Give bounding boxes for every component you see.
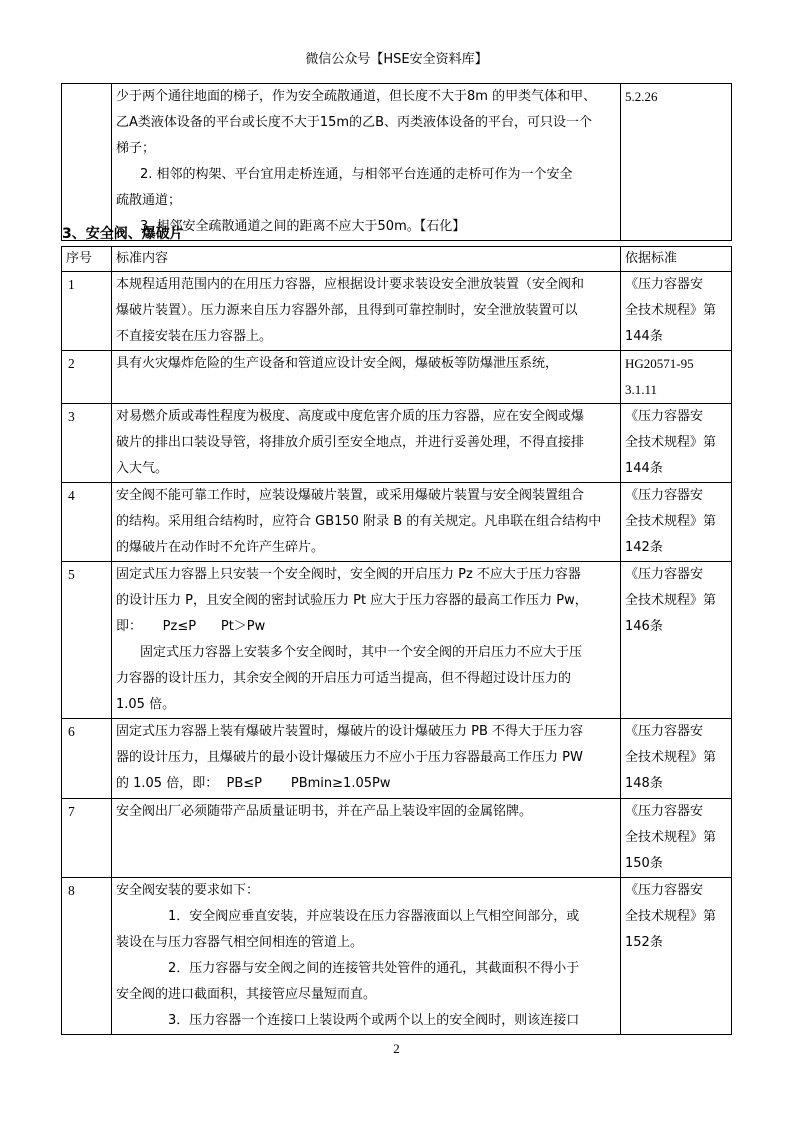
standard-line: 150条 [625,856,663,871]
content-line: 梯子； [116,141,156,156]
content-cell [112,799,621,878]
standard-line: 144条 [625,461,663,476]
row-number: 2 [62,351,112,404]
content-line: 的设计压力 P，且安全阀的密封试验压力 Pt 应大于压力容器的最高工作压力 Pw， [116,593,588,608]
standard-line: 全技术规程》第 [625,593,717,608]
content-line: 1．安全阀应垂直安装，并应装设在压力容器液面以上气相空间部分，或 [168,909,580,924]
standard-line: 5.2.26 [625,89,658,104]
standard-cell [621,719,732,799]
content-line: 安全阀出厂必须随带产品质量证明书，并在产品上装设牢固的金属铭牌。 [116,804,533,819]
content-line: 3．压力容器一个连接口上装设两个或两个以上的安全阀时，则该连接口 [168,1013,580,1028]
content-line: 2．压力容器与安全阀之间的连接管共处管件的通孔，其截面积不得小于 [168,961,580,976]
standard-line: HG20571-95 [625,356,694,371]
row-number: 6 [62,719,112,799]
standard-line: 146条 [625,619,663,634]
content-line: 不直接安装在压力容器上。 [116,329,273,344]
standard-line: 全技术规程》第 [625,303,717,318]
content-line: 乙A类液体设备的平台或长度不大于15m的乙B、丙类液体设备的平台，可只设一个 [116,115,593,130]
content-line: 安全阀不能可靠工作时，应装设爆破片装置，或采用爆破片装置与安全阀装置组合 [116,488,585,503]
content-line: 对易燃介质或毒性程度为极度、高度或中度危害介质的压力容器，应在安全阀或爆 [116,409,585,424]
table-row [62,878,732,1035]
row-number: 1 [62,272,112,351]
content-cell [112,878,621,1035]
content-cell [112,483,621,562]
table-header-row [62,247,732,272]
safety-valve-table [61,246,732,1035]
standard-line: 142条 [625,540,663,555]
header-no: 序号 [62,247,112,272]
content-line: 装设在与压力容器气相空间相连的管道上。 [116,935,364,950]
content-line: 少于两个通往地面的梯子，作为安全疏散通道，但长度不大于8m 的甲类气体和甲、 [116,89,597,104]
table-row [62,272,732,351]
content-line: 固定式压力容器上装有爆破片装置时，爆破片的设计爆破压力 PB 不得大于压力容 [116,724,584,739]
content-cell [112,719,621,799]
content-line: 的结构。采用组合结构时，应符合 GB150 附录 B 的有关规定。凡串联在组合结构中 [116,514,602,529]
row-number: 8 [62,878,112,1035]
content-line: 1.05 倍。 [116,697,176,712]
standard-cell [621,404,732,483]
standard-cell [621,483,732,562]
table-row [62,404,732,483]
content-cell [112,272,621,351]
page-header: 微信公众号【HSE安全资料库】 [305,52,488,67]
standard-line: 《压力容器安 [625,567,704,582]
standard-line: 《压力容器安 [625,409,704,424]
content-line: 的 1.05 倍，即： PB≤P PBmin≥1.05Pw [116,776,391,791]
content-line: 器的设计压力，且爆破片的最小设计爆破压力不应小于压力容器最高工作压力 PW [116,750,583,765]
row-number: 7 [62,799,112,878]
content-line: 爆破片装置）。压力源来自压力容器外部，且得到可靠控制时，安全泄放装置可以 [116,303,578,318]
standard-line: 《压力容器安 [625,277,704,292]
content-line: 本规程适用范围内的在用压力容器，应根据设计要求装设安全泄放装置（安全阀和 [116,277,585,292]
page-number: 2 [393,1041,400,1056]
section-title: 3、安全阀、爆破片 [62,226,184,242]
standard-cell [621,878,732,1035]
standard-cell [621,799,732,878]
standard-cell [621,84,732,241]
content-cell [112,404,621,483]
table-row [62,483,732,562]
table-row [62,351,732,404]
table-row [62,799,732,878]
content-line: 具有火灾爆炸危险的生产设备和管道应设计安全阀，爆破板等防爆泄压系统， [116,356,559,371]
continued-table [61,83,732,241]
standard-line: 全技术规程》第 [625,514,717,529]
standard-line: 《压力容器安 [625,883,704,898]
content-line: 安全阀安装的要求如下： [116,883,260,898]
header-standard: 依据标准 [621,247,732,272]
table-row [62,562,732,719]
standard-line: 144条 [625,329,663,344]
content-line: 入大气。 [116,461,169,476]
row-number: 5 [62,562,112,719]
content-cell [112,562,621,719]
standard-line: 全技术规程》第 [625,435,717,450]
content-line: 疏散通道； [116,193,182,208]
header-content: 标准内容 [112,247,621,272]
standard-line: 全技术规程》第 [625,830,717,845]
standard-line: 全技术规程》第 [625,909,717,924]
content-line: 力容器的设计压力，其余安全阀的开启压力可适当提高，但不得超过设计压力的 [116,671,572,686]
table-row [62,719,732,799]
standard-line: 《压力容器安 [625,804,704,819]
content-line: 即： Pz≤P Pt＞Pw [116,619,266,634]
standard-line: 148条 [625,776,663,791]
standard-cell [621,562,732,719]
standard-line: 《压力容器安 [625,724,704,739]
content-line: 破片的排出口装设导管，将排放介质引至安全地点，并进行妥善处理，不得直接排 [116,435,585,450]
standard-line: 152条 [625,935,663,950]
row-number: 4 [62,483,112,562]
standard-line: 3.1.11 [625,382,658,397]
content-line: 安全阀的进口截面积，其接管应尽量短而直。 [116,987,377,1002]
standard-line: 《压力容器安 [625,488,704,503]
content-line: 3. 相邻安全疏散通道之间的距离不应大于50m。【石化】 [140,219,466,234]
row-number: 3 [62,404,112,483]
content-line: 2. 相邻的构架、平台宜用走桥连通，与相邻平台连通的走桥可作为一个安全 [140,167,573,182]
standard-cell [621,272,732,351]
row-number-cell [62,84,112,241]
standard-line: 全技术规程》第 [625,750,717,765]
table-row [62,84,732,241]
content-cell [112,84,621,241]
content-line: 的爆破片在动作时不允许产生碎片。 [116,540,325,555]
content-line: 固定式压力容器上只安装一个安全阀时，安全阀的开启压力 Pz 不应大于压力容器 [116,567,581,582]
standard-cell [621,351,732,404]
content-cell [112,351,621,404]
content-line: 固定式压力容器上安装多个安全阀时，其中一个安全阀的开启压力不应大于压 [140,645,583,660]
